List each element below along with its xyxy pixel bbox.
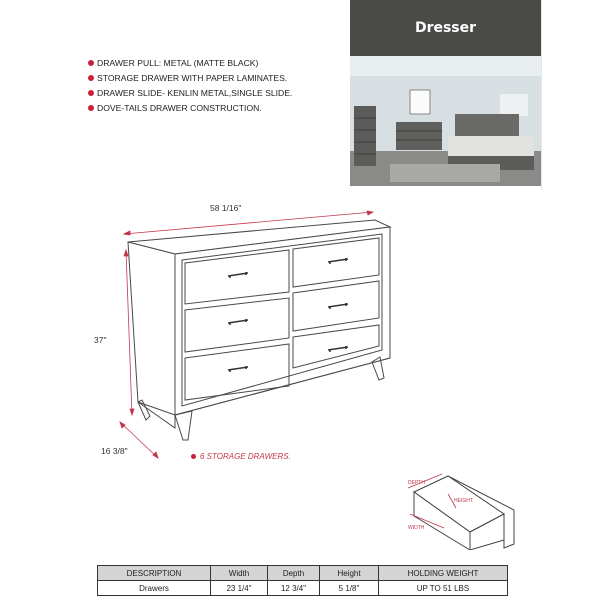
- storage-note-text: 6 STORAGE DRAWERS.: [200, 452, 291, 461]
- bullet-icon: [88, 90, 94, 96]
- feature-item: [88, 101, 358, 116]
- page-title: Dresser: [414, 20, 477, 36]
- cell-width: 23 1/4": [211, 581, 268, 596]
- table-header-row: [98, 566, 508, 581]
- header-description: DESCRIPTION: [98, 566, 211, 581]
- feature-item: [88, 86, 358, 101]
- bullet-icon: [88, 105, 94, 111]
- depth-dimension: 16 3/8": [101, 446, 128, 456]
- storage-note: [191, 452, 291, 461]
- cell-description: Drawers: [98, 581, 211, 596]
- width-label: WIDTH: [408, 525, 425, 531]
- bullet-icon: [191, 454, 196, 459]
- spec-table: [97, 565, 508, 596]
- header-divider: [541, 0, 542, 190]
- feature-item: [88, 71, 358, 86]
- title-banner: [350, 0, 541, 56]
- feature-text: STORAGE DRAWER WITH PAPER LAMINATES.: [97, 73, 288, 83]
- header-holding-weight: HOLDING WEIGHT: [379, 566, 508, 581]
- height-label: HEIGHT: [454, 498, 473, 504]
- bullet-icon: [88, 75, 94, 81]
- depth-label: DEPTH: [408, 480, 425, 486]
- feature-text: DRAWER PULL: METAL (MATTE BLACK): [97, 58, 259, 68]
- bullet-icon: [88, 60, 94, 66]
- dresser-illustration: [80, 190, 420, 465]
- width-dimension: 58 1/16": [210, 203, 242, 213]
- header-depth: Depth: [268, 566, 320, 581]
- feature-list: [88, 56, 358, 116]
- cell-height: 5 1/8": [320, 581, 379, 596]
- cell-holding-weight: UP TO 51 LBS: [379, 581, 508, 596]
- cell-depth: 12 3/4": [268, 581, 320, 596]
- table-row: [98, 581, 508, 596]
- feature-item: [88, 56, 358, 71]
- header-height: Height: [320, 566, 379, 581]
- header-width: Width: [211, 566, 268, 581]
- drawer-diagram: [400, 470, 520, 550]
- dresser-drawing: [80, 190, 420, 465]
- feature-text: DOVE-TAILS DRAWER CONSTRUCTION.: [97, 103, 262, 113]
- height-dimension: 37": [94, 335, 107, 345]
- feature-text: DRAWER SLIDE- KENLIN METAL,SINGLE SLIDE.: [97, 88, 293, 98]
- room-photo: [350, 56, 541, 186]
